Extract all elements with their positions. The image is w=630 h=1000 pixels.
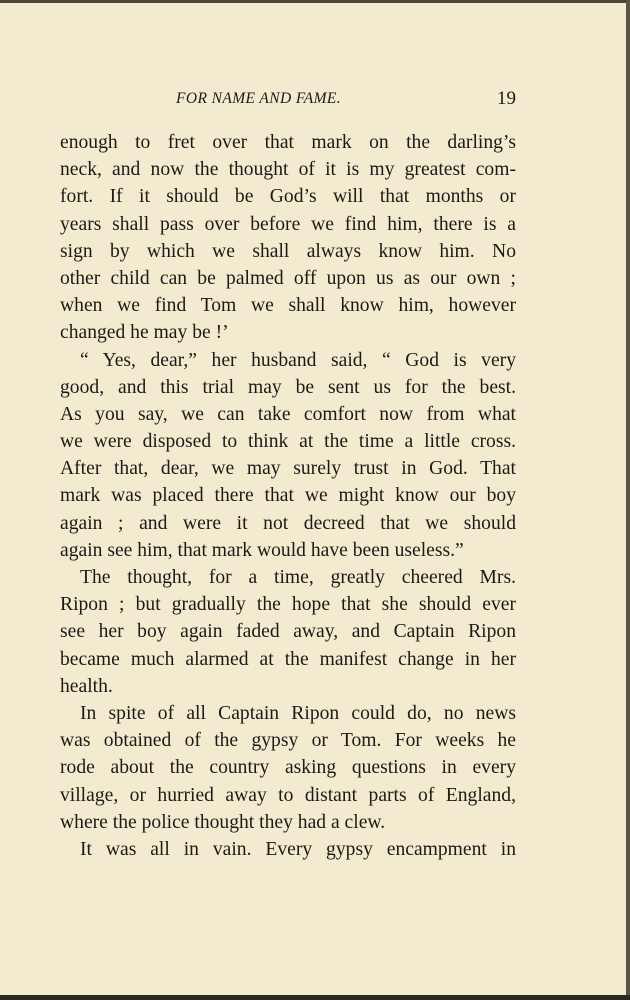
text-line: years shall pass over before we find him, there is a [60, 213, 516, 235]
text-line: neck, and now the thought of it is my greatest com- [60, 159, 516, 181]
text-line: “ Yes, dear,” her husband said, “ God is very [80, 349, 516, 371]
text-line: sign by which we shall always know him. No [60, 240, 516, 262]
text-line: we were disposed to think at the time a little cross. [60, 431, 516, 453]
page-bottom-edge [0, 995, 630, 1000]
text-line: The thought, for a time, greatly cheered Mrs. [80, 567, 516, 588]
page-right-edge [626, 0, 630, 1000]
running-head [60, 87, 516, 111]
text-line: Ripon ; but gradually the hope that she should ever [60, 594, 516, 616]
running-title: FOR NAME AND FAME. [176, 90, 342, 107]
text-line: again ; and were it not decreed that we should [60, 512, 516, 534]
text-line: After that, dear, we may surely trust in God. That [60, 458, 516, 480]
text-line: village, or hurried away to distant parts of England, [60, 784, 516, 806]
text-line: enough to fret over that mark on the darling’s [60, 132, 516, 153]
text-line: As you say, we can take comfort now from what [60, 403, 516, 425]
text-line: was obtained of the gypsy or Tom. For weeks he [60, 730, 516, 752]
text-line: In spite of all Captain Ripon could do, no news [80, 702, 516, 724]
text-line: again see him, that mark would have been useless.” [60, 539, 464, 561]
page-number: 19 [497, 88, 516, 109]
text-line: fort. If it should be God’s will that months or [60, 186, 516, 208]
text-line: health. [60, 675, 113, 697]
text-line: mark was placed there that we might know our boy [60, 485, 516, 507]
text-line: changed he may be !’ [60, 322, 229, 344]
text-line: became much alarmed at the manifest change in her [60, 648, 516, 670]
page-top-edge [0, 0, 630, 3]
text-line: rode about the country asking questions in every [60, 757, 516, 779]
text-line: when we find Tom we shall know him, however [60, 295, 516, 317]
text-line: where the police thought they had a clew. [60, 811, 386, 833]
text-line: good, and this trial may be sent us for the best. [60, 376, 516, 398]
text-line: It was all in vain. Every gypsy encampment in [80, 838, 516, 860]
text-line: see her boy again faded away, and Captain Ripon [60, 621, 516, 643]
text-line: other child can be palmed off upon us as our own ; [60, 267, 516, 289]
body-text [60, 129, 516, 863]
